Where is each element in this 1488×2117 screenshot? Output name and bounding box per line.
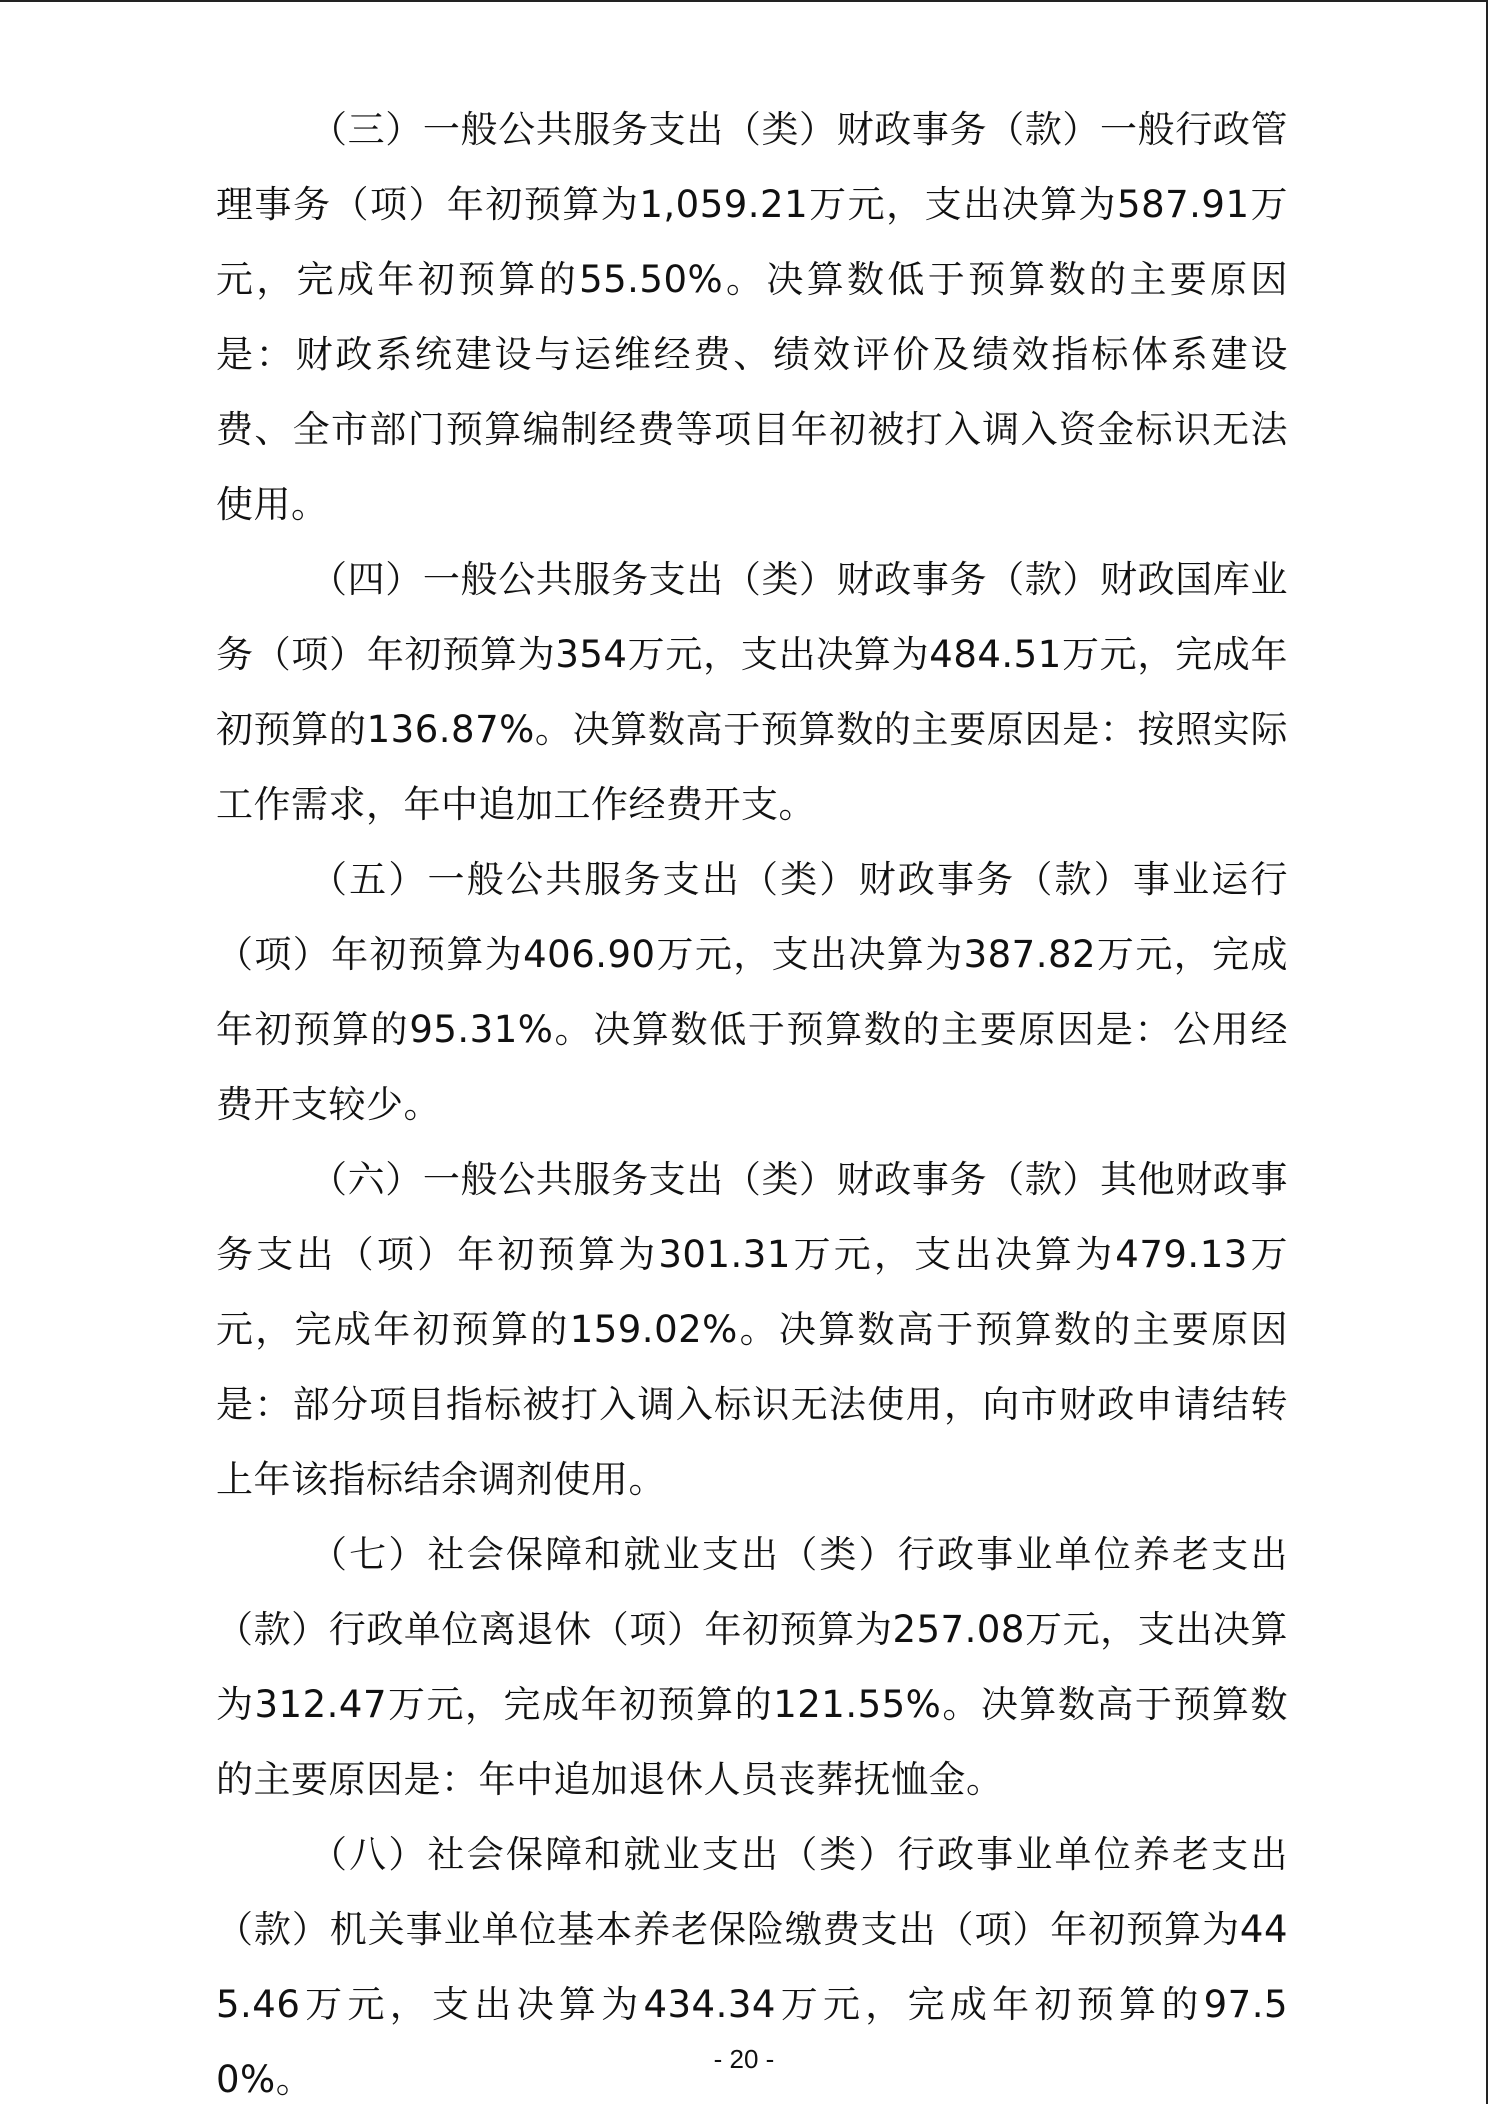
paragraph-3: （三）一般公共服务支出（类）财政事务（款）一般行政管理事务（项）年初预算为1,059.21万元，支出决算为587.91万元，完成年初预算的55.50%。决算数低于预算数的主要原因是：财政系统建设与运维经费、绩效评价及绩效指标体系建设费、全市部门预算编制经费等项目年初被打入调入资金标识无法使用。 <box>216 108 1288 526</box>
document-body <box>216 92 1288 2117</box>
paragraph-7: （七）社会保障和就业支出（类）行政事业单位养老支出（款）行政单位离退休（项）年初预算为257.08万元，支出决算为312.47万元，完成年初预算的121.55%。决算数高于预算数的主要原因是：年中追加退休人员丧葬抚恤金。 <box>216 1533 1288 1801</box>
paragraph-4: （四）一般公共服务支出（类）财政事务（款）财政国库业务（项）年初预算为354万元，支出决算为484.51万元，完成年初预算的136.87%。决算数高于预算数的主要原因是：按照实际工作需求，年中追加工作经费开支。 <box>216 558 1288 826</box>
paragraph-5: （五）一般公共服务支出（类）财政事务（款）事业运行（项）年初预算为406.90万元，支出决算为387.82万元，完成年初预算的95.31%。决算数低于预算数的主要原因是：公用经费开支较少。 <box>216 858 1288 1126</box>
paragraph-6: （六）一般公共服务支出（类）财政事务（款）其他财政事务支出（项）年初预算为301.31万元，支出决算为479.13万元，完成年初预算的159.02%。决算数高于预算数的主要原因是：部分项目指标被打入调入标识无法使用，向市财政申请结转上年该指标结余调剂使用。 <box>216 1158 1288 1501</box>
top-border-line <box>0 0 1488 2</box>
paragraph-8: （八）社会保障和就业支出（类）行政事业单位养老支出（款）机关事业单位基本养老保险缴费支出（项）年初预算为445.46万元，支出决算为434.34万元，完成年初预算的97.50%。 <box>216 1833 1288 2101</box>
page-number: - 20 - <box>713 2044 775 2074</box>
